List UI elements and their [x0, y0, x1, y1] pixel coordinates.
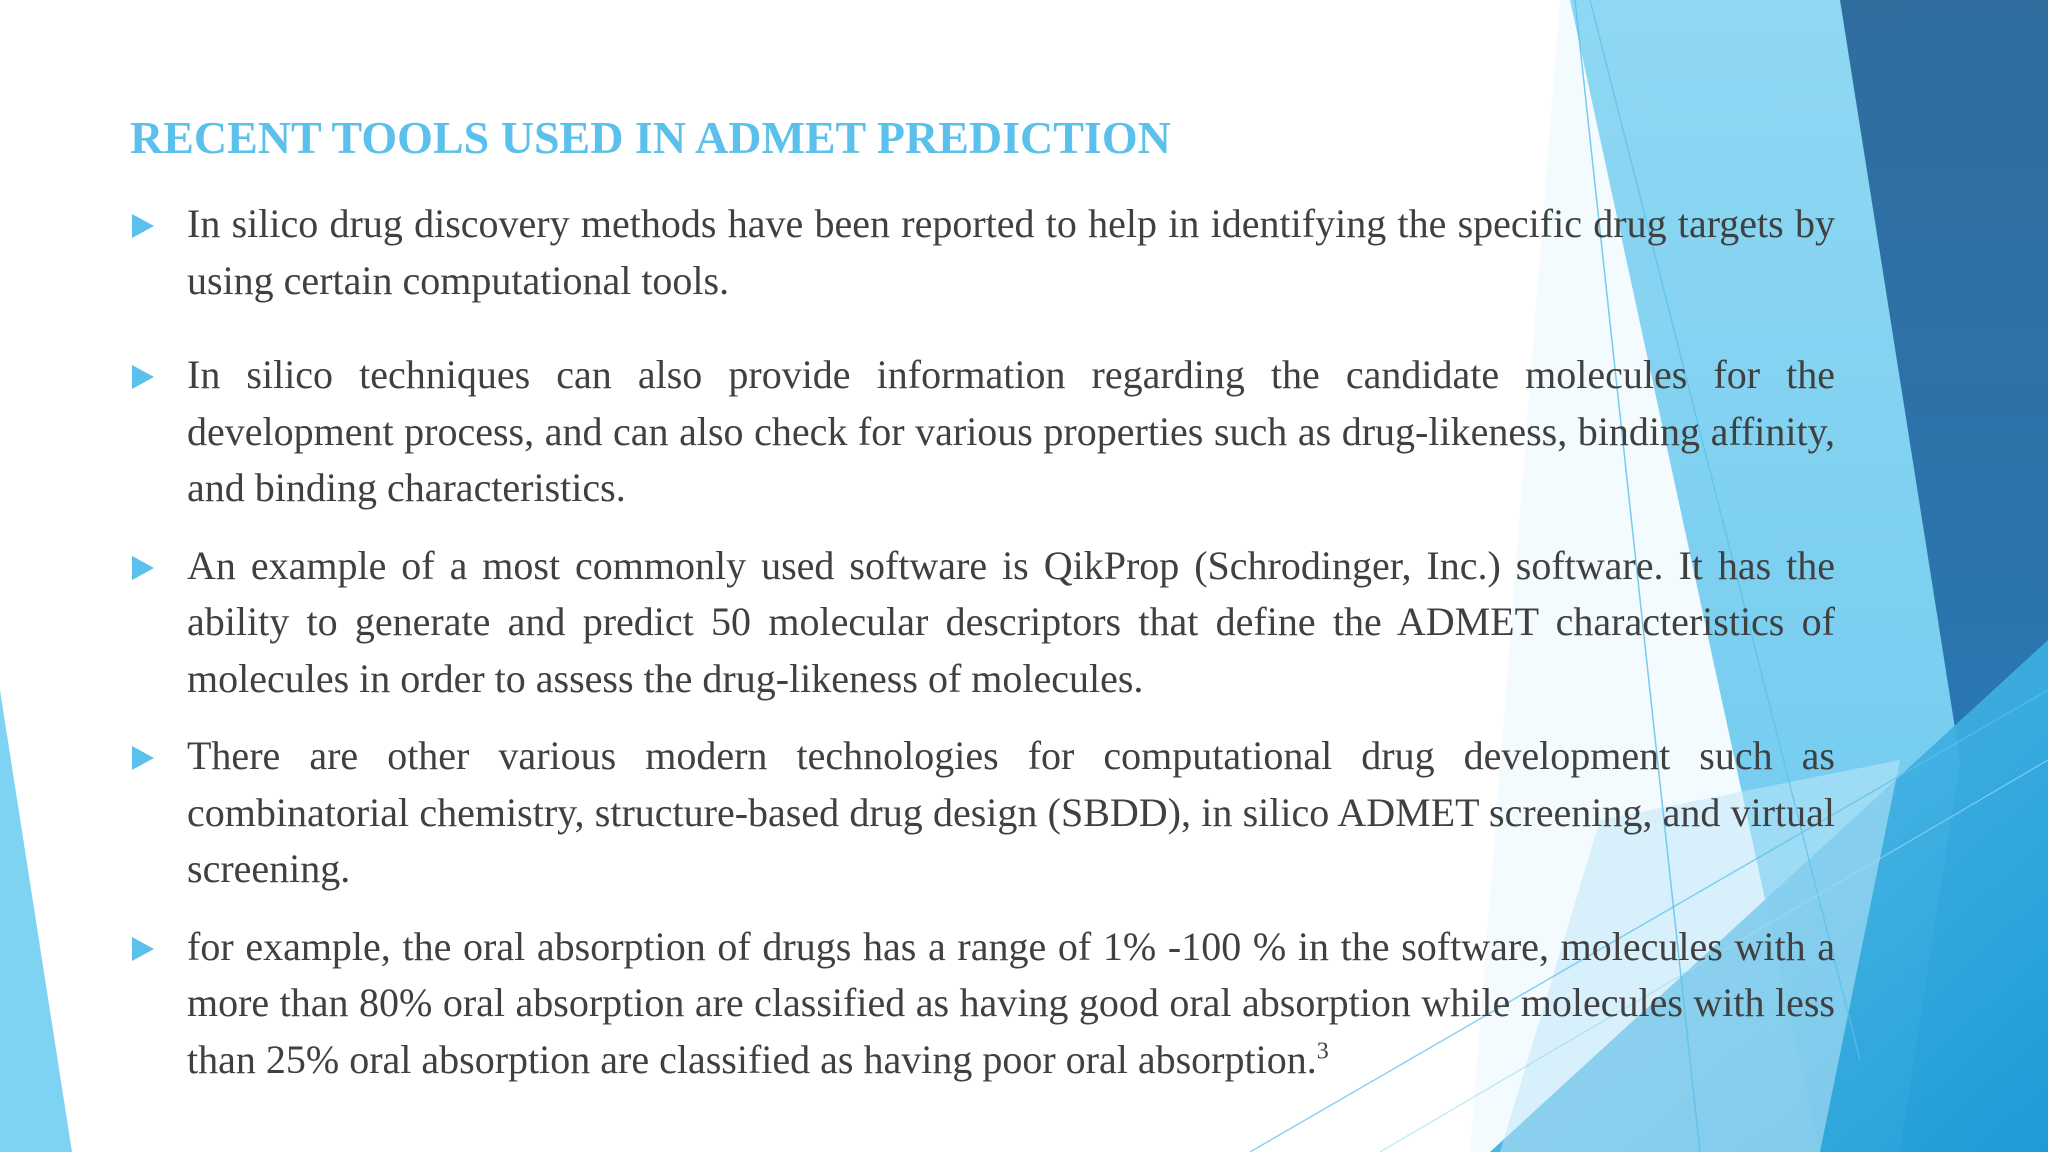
- bullet-list: [130, 196, 1835, 1088]
- bullet-item: [130, 538, 1835, 708]
- decor-left-sliver: [0, 690, 72, 1152]
- bullet-text-body: for example, the oral absorption of drugs has a range of 1% -100 % in the software, molecules with a more than 80% oral absorption are classified as having good oral absorption while molecules with less than 25% oral absorption are classified as having poor oral absorption.: [187, 923, 1835, 1082]
- footnote-marker: 3: [1316, 1038, 1329, 1065]
- triangle-right-bullet-icon: [132, 556, 154, 580]
- bullet-text: In silico techniques can also provide information regarding the candidate molecules for the development process, and can also check for various properties such as drug-likeness, binding affinity, and binding characteristics.: [187, 352, 1835, 510]
- bullet-text: [187, 924, 1835, 1082]
- triangle-right-bullet-icon: [132, 365, 154, 389]
- bullet-item: [130, 919, 1835, 1089]
- bullet-text: There are other various modern technologies for computational drug development such as combinatorial chemistry, structure-based drug design (SBDD), in silico ADMET screening, and virtual screening.: [187, 733, 1835, 891]
- bullet-item: [130, 728, 1835, 898]
- triangle-right-bullet-icon: [132, 214, 154, 238]
- bullet-item: [130, 347, 1835, 517]
- triangle-right-bullet-icon: [132, 937, 154, 961]
- bullet-text: An example of a most commonly used software is QikProp (Schrodinger, Inc.) software. It has the ability to generate and predict 50 molecular descriptors that define the ADMET characteristics of molecules in order to assess the drug-likeness of molecules.: [187, 542, 1835, 701]
- triangle-right-bullet-icon: [132, 746, 154, 770]
- bullet-text: In silico drug discovery methods have been reported to help in identifying the specific drug targets by using certain computational tools.: [187, 201, 1835, 303]
- bullet-item: [130, 196, 1835, 309]
- slide-title: RECENT TOOLS USED IN ADMET PREDICTION: [130, 112, 1171, 163]
